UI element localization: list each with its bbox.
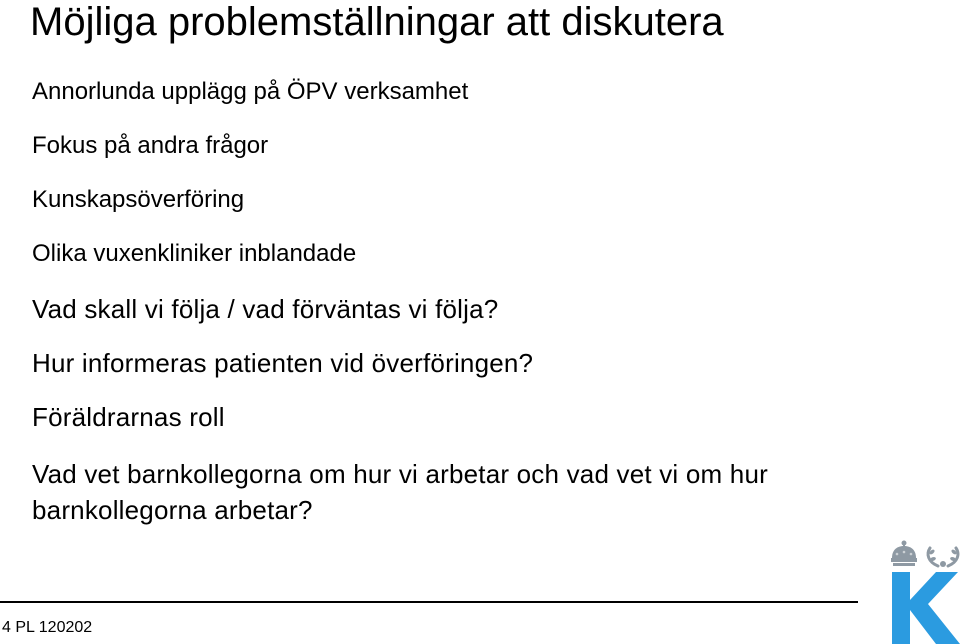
footer-divider <box>0 601 858 603</box>
list-item: Vad vet barnkollegorna om hur vi arbetar och vad vet vi om hur barnkollegorna arbetar? <box>32 459 768 525</box>
list-item: Vad skall vi följa / vad förväntas vi följa? <box>32 294 499 324</box>
list-item: Fokus på andra frågor <box>32 132 269 159</box>
list-item: Olika vuxenkliniker inblandade <box>32 240 357 267</box>
footer-slide-number: 4 PL 120202 <box>2 619 93 636</box>
list-item: Hur informeras patienten vid överföringen? <box>32 348 534 378</box>
list-item: Annorlunda upplägg på ÖPV verksamhet <box>32 78 469 105</box>
list-item: Föräldrarnas roll <box>32 402 225 432</box>
bullet-list <box>32 78 912 528</box>
slide-title: Möjliga problemställningar att diskutera <box>30 0 724 44</box>
karolinska-logo-icon <box>886 540 960 644</box>
list-item: Kunskapsöverföring <box>32 186 245 213</box>
